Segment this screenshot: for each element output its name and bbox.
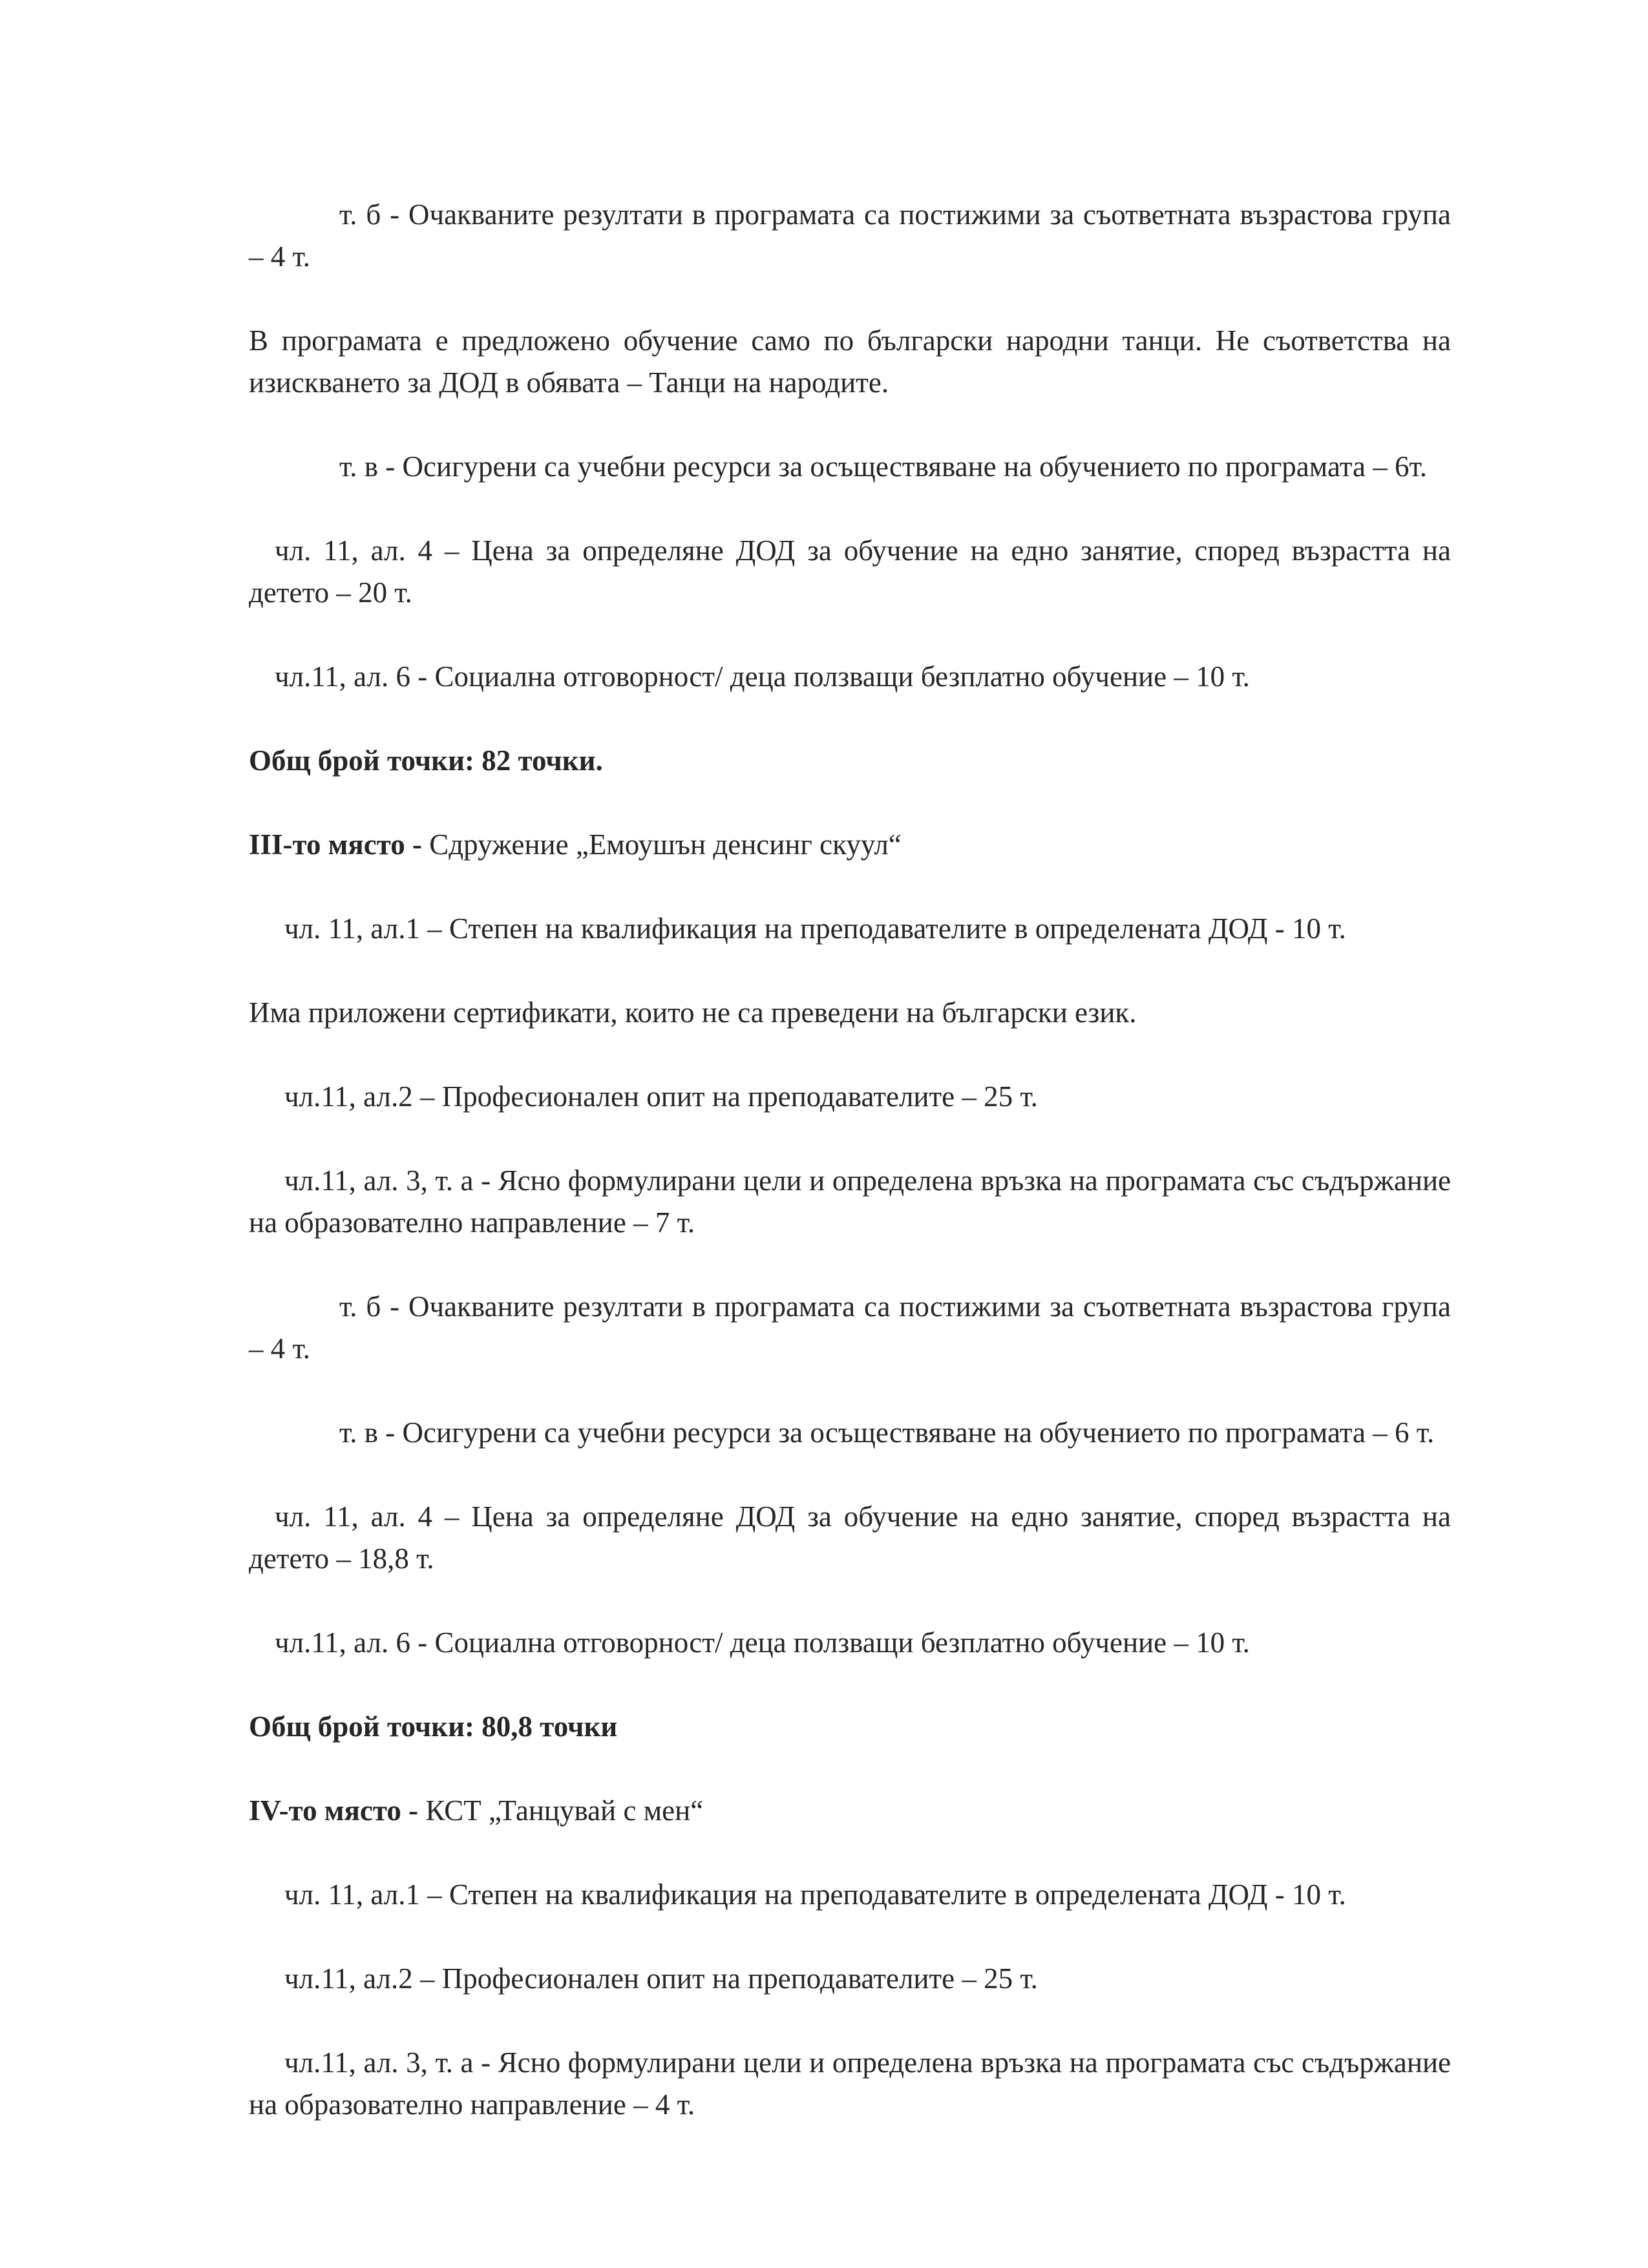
note-certificates: Има приложени сертификати, които не са преведени на български език. — [249, 996, 1137, 1029]
criterion-v-resources: т. в - Осигурени са учебни ресурси за осъществяване на обучението по програмата – 6т. — [339, 450, 1427, 483]
criterion-qualification-2: чл. 11, ал.1 – Степен на квалификация на преподавателите в определената ДОД - 10 т. — [284, 1878, 1346, 1911]
criterion-b-expected-results: т. б - Очакваните резултати в програмата са постижими за съответната възрастова група – 4 т. — [249, 198, 1451, 273]
note-folk-dances: В програмата е предложено обучение само по български народни танци. Не съответства на изискването за ДОД в обявата – Танци на народите. — [249, 324, 1451, 399]
criterion-a-goals: чл.11, ал. 3, т. а - Ясно формулирани цели и определена връзка на програмата със съдържание на образователно направление – 7 т. — [249, 1164, 1451, 1239]
total-points-2: Общ брой точки: 80,8 точки — [249, 1710, 618, 1743]
criterion-social-responsibility-2: чл.11, ал. 6 - Социална отговорност/ деца ползващи безплатно обучение – 10 т. — [275, 1626, 1250, 1659]
fourth-place-label: IV-то място - — [249, 1794, 426, 1827]
fourth-place-heading — [249, 1790, 1451, 1832]
criterion-experience-2: чл.11, ал.2 – Професионален опит на преподавателите – 25 т. — [284, 1962, 1038, 1995]
fourth-place-name: КСТ „Танцувай с мен“ — [425, 1794, 704, 1827]
criterion-a-goals-2: чл.11, ал. 3, т. а - Ясно формулирани цели и определена връзка на програмата със съдържание на образователно направление – 4 т. — [249, 2046, 1451, 2121]
criterion-qualification: чл. 11, ал.1 – Степен на квалификация на преподавателите в определената ДОД - 10 т. — [284, 912, 1346, 945]
criterion-price-2: чл. 11, ал. 4 – Цена за определяне ДОД за обучение на едно занятие, според възрастта на детето – 18,8 т. — [249, 1500, 1451, 1575]
criterion-price: чл. 11, ал. 4 – Цена за определяне ДОД за обучение на едно занятие, според възрастта на детето – 20 т. — [249, 534, 1451, 609]
criterion-b-expected-results-2: т. б - Очакваните резултати в програмата са постижими за съответната възрастова група – 4 т. — [249, 1290, 1451, 1365]
document-body — [249, 194, 1451, 2168]
total-points-1: Общ брой точки: 82 точки. — [249, 744, 603, 777]
third-place-heading — [249, 824, 1451, 866]
criterion-experience: чл.11, ал.2 – Професионален опит на преподавателите – 25 т. — [284, 1080, 1038, 1113]
criterion-v-resources-2: т. в - Осигурени са учебни ресурси за осъществяване на обучението по програмата – 6 т. — [339, 1416, 1435, 1449]
third-place-name: Сдружение „Емоушън денсинг скуул“ — [429, 828, 902, 861]
third-place-label: III-то място - — [249, 828, 430, 861]
criterion-social-responsibility: чл.11, ал. 6 - Социална отговорност/ деца ползващи безплатно обучение – 10 т. — [275, 660, 1250, 693]
